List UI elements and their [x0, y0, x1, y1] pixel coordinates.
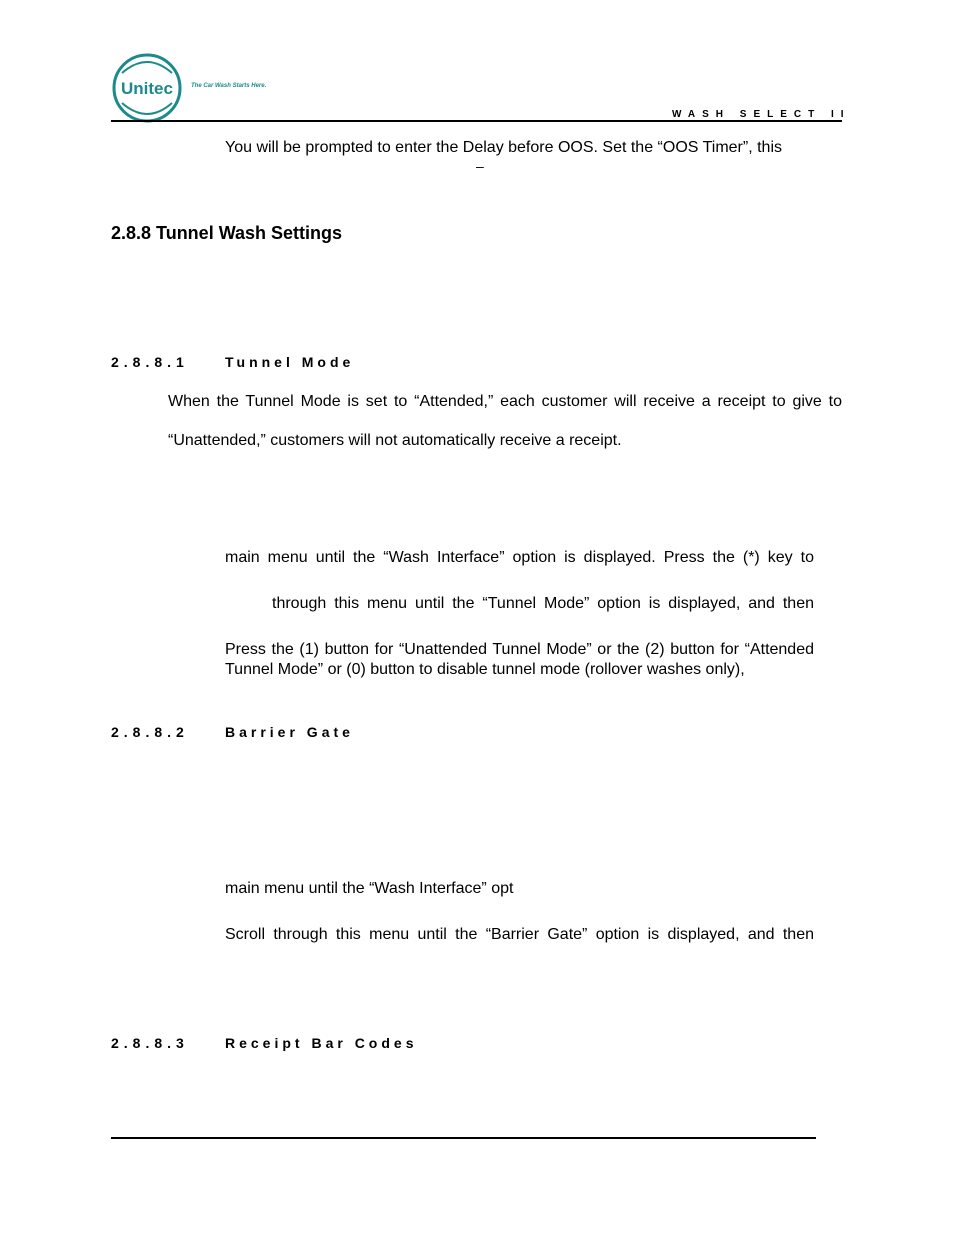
section-heading-2-8-8: 2.8.8 Tunnel Wash Settings: [111, 223, 343, 243]
tunnel-step-press-line2: Tunnel Mode” or (0) button to disable tunnel mode (rollover washes only),: [225, 661, 745, 678]
tunnel-step-press-line1: Press the (1) button for “Unattended Tunnel Mode” or the (2) button for “Attended: [225, 641, 814, 658]
subsection-number-2-8-8-2: 2.8.8.2: [111, 724, 189, 740]
subsection-number-2-8-8-3: 2.8.8.3: [111, 1035, 189, 1051]
footer-rule: [111, 1137, 816, 1139]
oos-prompt-line: You will be prompted to enter the Delay before OOS. Set the “OOS Timer”, this: [225, 139, 782, 156]
subsection-number-2-8-8-1: 2.8.8.1: [111, 354, 189, 370]
tunnel-mode-paragraph-line2: “Unattended,” customers will not automatically receive a receipt.: [168, 432, 622, 449]
oos-dash: –: [476, 158, 484, 174]
tunnel-step-main-menu: main menu until the “Wash Interface” option is displayed. Press the (*) key to: [225, 549, 814, 566]
header-rule: [111, 120, 842, 122]
subsection-title-receipt-bar-codes: Receipt Bar Codes: [225, 1035, 418, 1051]
barrier-step-scroll: Scroll through this menu until the “Barrier Gate” option is displayed, and then: [225, 926, 814, 943]
tagline: The Car Wash Starts Here.: [191, 83, 267, 89]
subsection-title-tunnel-mode: Tunnel Mode: [225, 354, 355, 370]
logo-text: Unitec: [121, 79, 173, 98]
document-title: WASH SELECT II: [672, 109, 851, 120]
tunnel-mode-paragraph-line1: When the Tunnel Mode is set to “Attended,” each customer will receive a receipt to give to: [168, 393, 842, 410]
tunnel-step-scroll: through this menu until the “Tunnel Mode” option is displayed, and then: [272, 595, 814, 612]
unitec-logo: [108, 53, 186, 123]
subsection-title-barrier-gate: Barrier Gate: [225, 724, 354, 740]
barrier-step-main-menu: main menu until the “Wash Interface” opt: [225, 880, 514, 897]
